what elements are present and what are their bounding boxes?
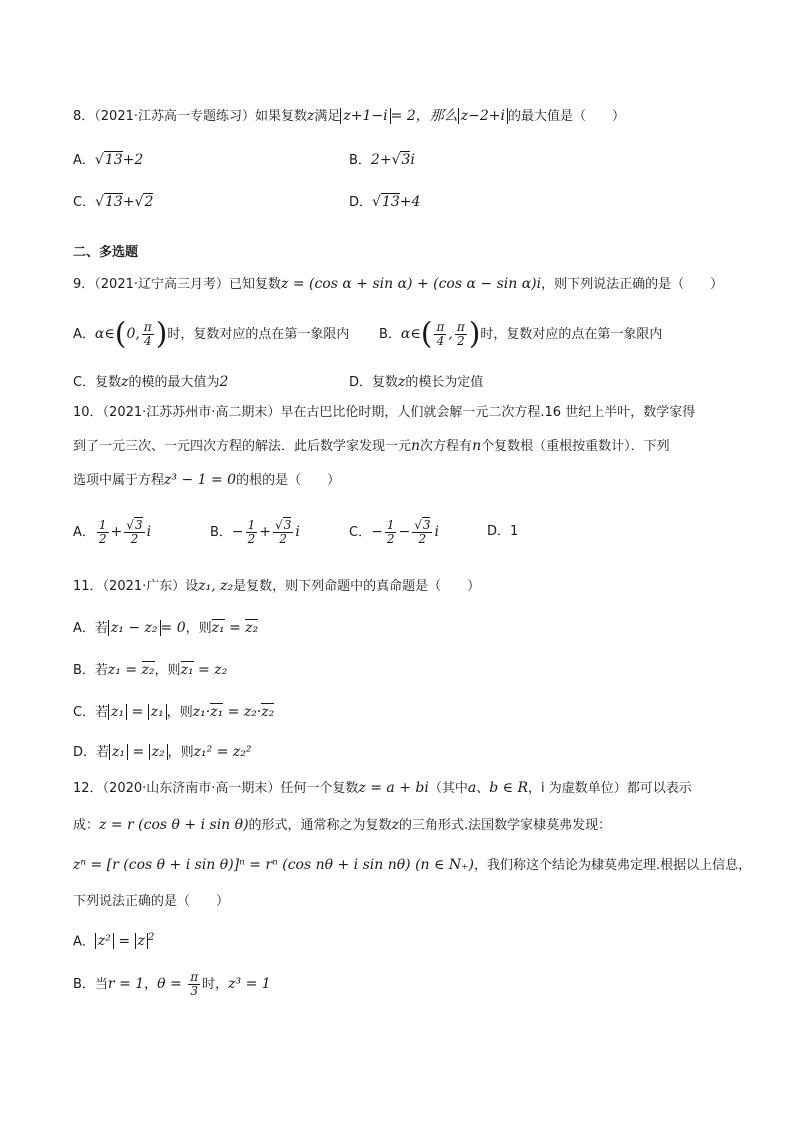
option-tail: +4 — [399, 194, 421, 210]
sqrt-value: 3 — [134, 518, 143, 532]
conjugate: z₂ — [141, 662, 155, 678]
q10-option-a: A． $\frac{1}{2}$ + $\frac{√3}{2}$ i — [73, 518, 152, 546]
fraction-denominator: 2 — [418, 532, 427, 546]
modulus: z₂ — [149, 744, 168, 760]
minus-sign: − — [371, 524, 383, 540]
q8-option-a: A．√13+2 — [73, 152, 144, 168]
plus-sign: + — [110, 524, 123, 540]
question-10-line-2 — [73, 436, 734, 457]
q9-option-a: A．α∈(0, $\frac{\pi}{4}$ )时，复数对应的点在第一象限内 — [73, 316, 350, 352]
option-label: D．若 — [73, 745, 110, 760]
q10-option-c: C．− $\frac{1}{2}$ − $\frac{√3}{2}$ i — [349, 518, 439, 546]
q10-text: 个复数根（重根按重数计）．下列 — [481, 439, 670, 454]
option-label: D．复数 — [349, 375, 399, 390]
sqrt-value: 3 — [422, 518, 431, 532]
fraction-denominator: 2 — [98, 532, 107, 546]
option-label: B． — [210, 525, 232, 540]
modulus: z — [135, 933, 148, 949]
option-condition-value: = 0 — [160, 620, 186, 636]
plus-sign: + — [259, 524, 272, 540]
option-label: D． — [487, 524, 511, 539]
fraction-numerator: 1 — [247, 518, 256, 532]
q8-var: z — [307, 108, 315, 124]
sqrt-value: 13 — [105, 194, 123, 210]
option-math: z³ = 1 — [228, 976, 271, 992]
q8-option-c: C．√13+√2 — [73, 194, 154, 210]
question-12-line-4: 下列说法正确的是（ ） — [73, 894, 230, 909]
q8-text: 满足 — [314, 109, 341, 124]
plus-sign: + — [122, 194, 135, 210]
q12-var: z — [391, 817, 399, 833]
option-math: = z₂· — [223, 704, 262, 720]
option-text: 的模长为定值 — [405, 375, 484, 390]
conjugate: z₂ — [261, 704, 275, 720]
sqrt-value: 2 — [144, 194, 154, 210]
minus-sign: − — [398, 524, 411, 540]
q8-text: 的最大值是（ ） — [507, 109, 625, 124]
modulus: z² — [95, 933, 114, 949]
q10-text: 选项中属于方程 — [73, 473, 165, 488]
imag-unit: i — [434, 524, 439, 540]
q9-option-b: B．α∈( $\frac{\pi}{4}$ , $\frac{\pi}{2}$ )时，复数对应的点在第一象限内 — [379, 316, 663, 352]
equals: = — [127, 704, 148, 720]
option-math: α∈ — [94, 326, 115, 342]
sqrt-value: 13 — [381, 194, 400, 210]
q10-text: 的根的是（ ） — [236, 473, 341, 488]
option-label: B．当 — [73, 977, 108, 992]
option-text: ，则 — [185, 621, 212, 636]
option-label: B．若 — [73, 663, 108, 678]
demoivre-formula: zⁿ = [r (cos θ + i sin θ)]ⁿ = rⁿ (cos nθ + i sin nθ) (n ∈ N₊) — [73, 857, 474, 873]
option-text: 的模的最大值为 — [128, 375, 220, 390]
equals: = — [224, 620, 246, 636]
option-value: 1 — [510, 524, 519, 539]
option-condition: z₁ − z₂ — [108, 620, 161, 636]
imag-unit: i — [146, 524, 152, 540]
fraction-denominator: 2 — [456, 334, 465, 348]
option-label: A． — [73, 934, 95, 950]
option-math: z₁ = — [107, 662, 142, 678]
option-label: A．若 — [73, 621, 108, 636]
q10-var: n — [472, 438, 482, 454]
minus-sign: − — [231, 524, 244, 540]
q9-option-c — [73, 372, 228, 393]
option-math: = z₂ — [193, 662, 228, 678]
option-label: C． — [349, 525, 372, 540]
question-10-line-3 — [73, 470, 734, 491]
question-11-stem — [73, 576, 734, 597]
modulus: z₁ — [148, 704, 167, 720]
q10-var: n — [411, 438, 421, 454]
q12-text: ，我们称这个结论为棣莫弗定理.根据以上信息， — [473, 858, 752, 873]
option-math: r = 1 — [107, 976, 145, 992]
question-12-line-2 — [73, 815, 734, 836]
q12-text: ，i 为虚数单位）都可以表示 — [528, 781, 692, 796]
q8-condition: z+1−i — [340, 108, 390, 124]
fraction-denominator: 4 — [143, 334, 152, 348]
conjugate: z₁ — [210, 704, 224, 720]
q12-expression: z = a + bi — [358, 780, 429, 796]
fraction-denominator: 2 — [386, 532, 395, 546]
option-label: A． — [73, 327, 95, 342]
fraction-denominator: 4 — [436, 334, 445, 348]
option-label: A． — [73, 153, 95, 168]
option-math: z₁· — [192, 704, 211, 720]
q10-option-b: B．− $\frac{1}{2}$ + $\frac{√3}{2}$ i — [210, 518, 300, 546]
equals: = — [128, 744, 149, 760]
fraction-numerator: π — [143, 320, 152, 334]
q12-var: a — [467, 780, 477, 796]
q8-text: 8．（2021·江苏高一专题练习）如果复数 — [73, 109, 307, 124]
question-12-line-1 — [73, 778, 734, 799]
q12-expression: b ∈ R — [489, 780, 529, 796]
fraction-numerator: 1 — [98, 518, 107, 532]
q10-text: 到了一元三次、一元四次方程的解法．此后数学家发现一元 — [73, 439, 412, 454]
modulus: z₁ — [109, 744, 128, 760]
q12-option-a — [73, 928, 154, 952]
q9-text: 9．（2021·辽宁高三月考）已知复数 — [73, 277, 281, 292]
q9-expression: z = (cos α + sin α) + (cos α − sin α)i — [281, 276, 542, 292]
interval-start: 0, — [126, 326, 140, 342]
q11-text: 是复数，则下列命题中的真命题是（ ） — [233, 579, 481, 594]
q9-text: ，则下列说法正确的是（ ） — [541, 277, 724, 292]
q11-vars: z₁, z₂ — [198, 578, 234, 594]
q10-option-d — [487, 512, 518, 552]
q8-option-d: D．√13+4 — [349, 194, 421, 210]
option-var: z — [398, 374, 406, 390]
q9-option-d — [349, 372, 483, 393]
fraction-denominator: 2 — [247, 532, 256, 546]
exponent: 2 — [147, 932, 155, 943]
q10-text: 次方程有 — [420, 439, 473, 454]
equals: = — [113, 933, 135, 950]
option-math: z₁² = z₂² — [193, 744, 252, 760]
q12-text: 、 — [476, 781, 490, 796]
q11-option-d — [73, 742, 252, 763]
option-text: 时，复数对应的点在第一象限内 — [480, 327, 663, 342]
fraction-numerator: π — [456, 320, 465, 334]
q11-option-a — [73, 618, 258, 639]
q12-text: 的三角形式.法国数学家棣莫弗发现： — [398, 818, 612, 833]
option-var: z — [121, 374, 129, 390]
option-label: C．若 — [73, 705, 109, 720]
question-12-line-3 — [73, 855, 752, 876]
sqrt-value: 3 — [401, 152, 411, 168]
sqrt-value: 3 — [283, 518, 292, 532]
fraction-denominator: 2 — [279, 532, 287, 546]
fraction-denominator: 3 — [190, 984, 198, 998]
q11-option-b — [73, 660, 227, 681]
q10-equation: z³ − 1 = 0 — [164, 472, 237, 488]
q12-text: （其中 — [428, 781, 468, 796]
question-8-stem — [73, 106, 734, 127]
option-math: θ = — [157, 976, 187, 992]
option-head: 2+ — [370, 152, 392, 168]
q12-option-b — [73, 966, 271, 1003]
option-label: C．复数 — [73, 375, 122, 390]
q8-target: z−2+i — [458, 108, 508, 124]
q11-option-c — [73, 702, 274, 723]
modulus: z₁ — [108, 704, 127, 720]
option-tail: +2 — [122, 152, 144, 168]
fraction-denominator: 2 — [130, 532, 139, 546]
option-text: ，则 — [154, 663, 181, 678]
imag-unit: i — [295, 524, 300, 540]
option-tail: i — [410, 152, 415, 168]
option-label: A． — [73, 525, 95, 540]
option-value: 2 — [219, 374, 229, 390]
option-label: D． — [349, 195, 373, 210]
option-label: C． — [73, 195, 96, 210]
q12-text: 12．（2020·山东济南市·高一期末）任何一个复数 — [73, 781, 359, 796]
option-text: 时， — [202, 977, 229, 992]
option-text: ， — [144, 977, 158, 992]
q12-text: 成： — [73, 818, 100, 833]
sqrt-value: 13 — [104, 152, 123, 168]
option-label: B． — [349, 153, 371, 168]
conjugate: z₁ — [180, 662, 194, 678]
fraction-numerator: π — [190, 970, 199, 984]
option-label: B． — [379, 327, 401, 342]
section-title: 二、多选题 — [73, 245, 139, 260]
q12-expression: z = r (cos θ + i sin θ) — [99, 817, 249, 833]
option-text: ，则 — [166, 705, 193, 720]
conjugate: z₁ — [211, 620, 225, 636]
fraction-numerator: 1 — [386, 518, 395, 532]
option-text: 时，复数对应的点在第一象限内 — [167, 327, 350, 342]
q8-condition-value: = 2，那么 — [390, 108, 458, 124]
question-10-line-1: 10．（2021·江苏苏州市·高二期末）早在古巴比伦时期，人们就会解一元二次方程.16 世纪上半叶，数学家得 — [73, 405, 696, 420]
conjugate: z₂ — [245, 620, 259, 636]
q11-text: 11．（2021·广东）设 — [73, 579, 199, 594]
fraction-numerator: π — [436, 320, 445, 334]
option-math: α∈ — [400, 326, 421, 342]
option-text: ，则 — [167, 745, 194, 760]
q12-text: 的形式，通常称之为复数 — [248, 818, 392, 833]
question-9-stem — [73, 274, 734, 295]
q8-option-b: B．2+√3i — [349, 152, 415, 168]
